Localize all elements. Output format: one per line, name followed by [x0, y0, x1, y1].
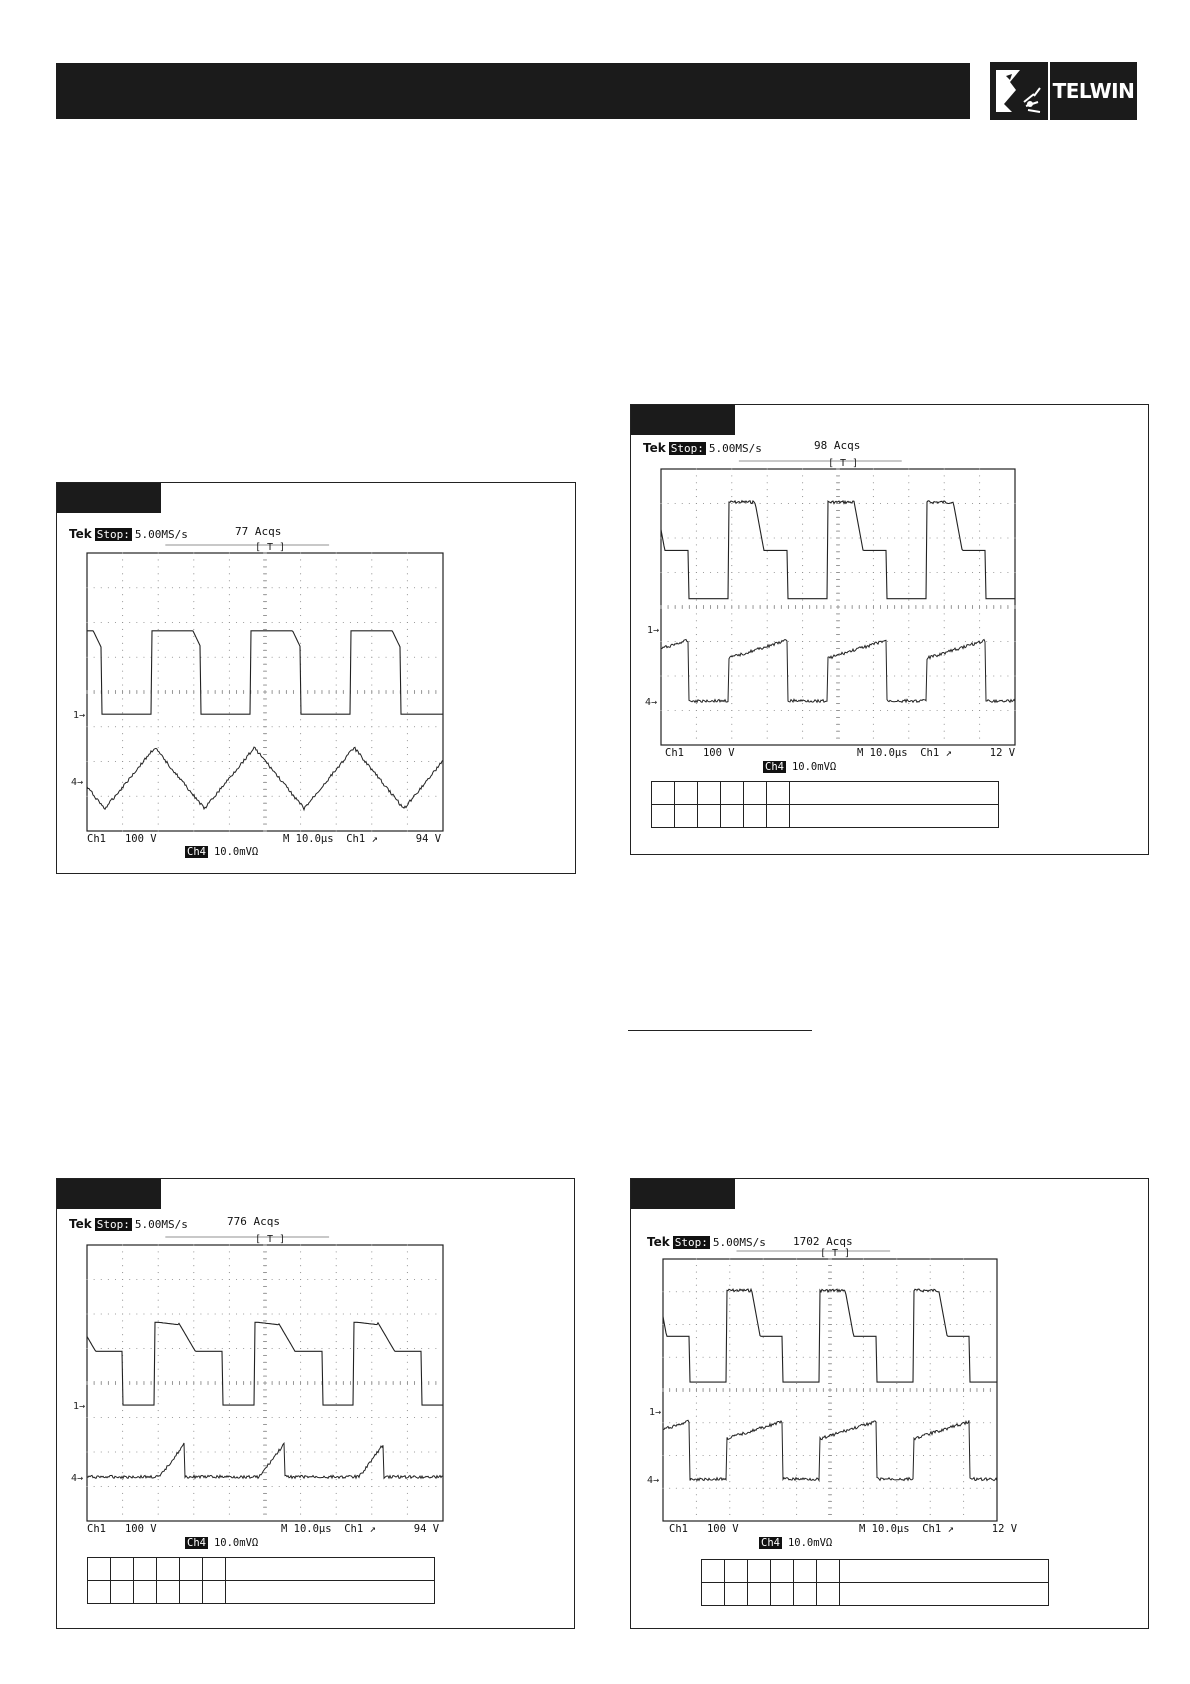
scope-footer-line2: Ch4 10.0mVΩ — [765, 761, 837, 773]
ch4-marker: 4→ — [645, 696, 658, 708]
acqs-label: 1702 Acqs — [793, 1235, 853, 1248]
welder-icon — [990, 62, 1048, 120]
scope-header: Tek Stop: 5.00MS/s — [69, 1217, 188, 1231]
parameter-table — [701, 1559, 1049, 1606]
scope-panel-1 — [56, 482, 576, 874]
figure-tab — [57, 483, 161, 513]
scope-panel-4 — [630, 1178, 1149, 1629]
oscilloscope-display — [645, 458, 1015, 745]
graticule — [86, 552, 436, 831]
scope-footer-line1: Ch1 100 V — [665, 747, 735, 759]
scope-footer-time: M 10.0µs Ch1 ↗ 94 V — [283, 833, 442, 845]
scope-footer-time: M 10.0µs Ch1 ↗ 94 V — [281, 1523, 440, 1535]
waveforms — [87, 1322, 443, 1478]
header-bar — [56, 63, 970, 119]
ch4-trace — [87, 747, 443, 810]
graticule — [660, 468, 1015, 738]
scope-footer-line2: Ch4 10.0mVΩ — [187, 1537, 259, 1549]
acqs-label: 98 Acqs — [814, 439, 861, 452]
scope-footer-line1: Ch1 100 V — [87, 1523, 157, 1535]
section-underline — [628, 1030, 812, 1031]
ch4-marker: 4→ — [647, 1475, 660, 1487]
scope-footer-line2: Ch4 10.0mVΩ — [187, 846, 259, 858]
ch4-marker: 4→ — [71, 1472, 84, 1484]
trigger-label: [ T ] — [820, 1248, 851, 1259]
oscilloscope-display — [71, 542, 443, 831]
acqs-label: 776 Acqs — [227, 1215, 280, 1228]
scope-panel-3 — [56, 1178, 575, 1629]
graticule — [662, 1258, 990, 1515]
ch1-trace — [661, 501, 1015, 599]
scope-footer-time: M 10.0µs Ch1 ↗ 12 V — [859, 1523, 1018, 1535]
trigger-label: [ T ] — [255, 1234, 286, 1245]
oscilloscope-display — [71, 1234, 443, 1521]
acqs-label: 77 Acqs — [235, 525, 282, 538]
scope-header: Tek Stop: 5.00MS/s — [643, 441, 762, 455]
scope-footer-line2: Ch4 10.0mVΩ — [761, 1537, 833, 1549]
brand-wordmark: TELWIN — [1050, 62, 1137, 120]
parameter-table — [87, 1557, 435, 1604]
scope-footer-line1: Ch1 100 V — [669, 1523, 739, 1535]
ch1-marker: 1→ — [647, 625, 660, 637]
trigger-label: [ T ] — [828, 458, 859, 469]
scope-footer-time: M 10.0µs Ch1 ↗ 12 V — [857, 747, 1016, 759]
scope-header: Tek Stop: 5.00MS/s — [69, 527, 188, 541]
ch1-trace — [663, 1289, 997, 1382]
ch1-marker: 1→ — [73, 710, 86, 722]
figure-tab — [57, 1179, 161, 1209]
parameter-table — [651, 781, 999, 828]
scope-footer-line1: Ch1 100 V — [87, 833, 157, 845]
scope-header: Tek Stop: 5.00MS/s — [647, 1235, 766, 1249]
figure-tab — [631, 1179, 735, 1209]
scope-panel-2 — [630, 404, 1149, 855]
oscilloscope-display — [647, 1248, 997, 1521]
ch4-marker: 4→ — [71, 776, 84, 788]
ch1-marker: 1→ — [73, 1401, 86, 1413]
trigger-label: [ T ] — [255, 542, 286, 553]
ch1-marker: 1→ — [649, 1406, 662, 1418]
figure-tab — [631, 405, 735, 435]
telwin-logo — [990, 62, 1137, 120]
